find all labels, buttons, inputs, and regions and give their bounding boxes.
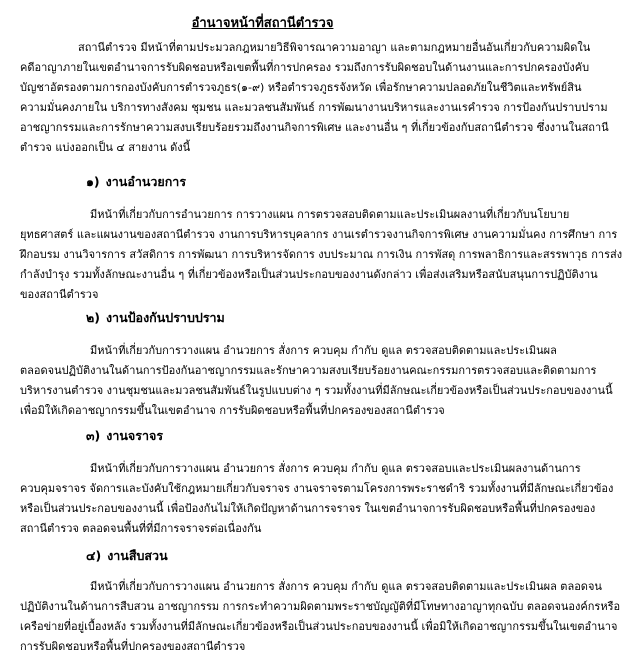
section-line: เครือข่ายที่อยู่เบื้องหลัง รวมทั้งงานที่มีลักษณะเกี่ยวข้องหรือเป็นส่วนประกอบของงานนี้ เพื่อมิให้เกิดอาชญากรรมขึ้นในเขตอำนาจ [20,620,618,633]
section-line: กำลังบำรุง รวมทั้งลักษณะงานอื่น ๆ ที่เกี่ยวข้องหรือเป็นส่วนประกอบของงานดังกล่าว เพื่อส่งเสริมหรือสนับสนุนการปฏิบัติงาน [20,268,598,281]
section-line: มีหน้าที่เกี่ยวกับการวางแผน อำนวยการ สั่งการ ควบคุม กำกับ ดูแล ตรวจสอบและประเมินผลงานด้านการ [90,462,581,475]
section-heading [86,546,168,566]
section-heading [86,426,163,446]
section-heading [86,172,186,192]
section-line: ปฏิบัติงานในด้านการสืบสวน อาชญากรรม การกระทำความผิดตามพระราชบัญญัติที่มีโทษทางอาญาทุกฉบับ ตลอดจนองค์กรหรือ [20,600,621,613]
intro-line: คดีอาญาภายในเขตอำนาจการรับผิดชอบหรือเขตพื้นที่การปกครอง รวมถึงการรับผิดชอบในด้านงานและการปกครองบังคับ [20,61,590,74]
section-heading [86,308,225,328]
intro-line: สถานีตำรวจ มีหน้าที่ตามประมวลกฎหมายวิธีพิจารณาความอาญา และตามกฎหมายอื่นอันเกี่ยวกับความผิดใน [78,41,591,54]
section-line: บริหารงานตำรวจ งานชุมชนและมวลชนสัมพันธ์ในรูปแบบต่าง ๆ รวมทั้งงานที่มีลักษณะเกี่ยวข้องหรือเป็นส่วนประกอบของงานนี้ [20,384,613,397]
section-number: ๒) [86,310,100,325]
section-title: งานจราจร [106,428,164,443]
section-paragraph [20,341,613,421]
section-line: เพื่อมิให้เกิดอาชญากรรมขึ้นในเขตอำนาจ การรับผิดชอบหรือพื้นที่ปกครองของสถานีตำรวจ [20,404,445,417]
section-title: งานป้องกันปราบปราม [105,310,225,325]
intro-line: อาชญากรรมและการรักษาความสงบเรียบร้อยรวมถึงงานกิจการพิเศษ และงานอื่น ๆ ที่เกี่ยวข้องกับสถานีตำรวจ ซึ่งงานในสถานี [20,121,609,134]
section-number: ๔) [86,548,102,563]
section-line: ควบคุมจราจร จัดการและบังคับใช้กฎหมายเกี่ยวกับจราจร งานจราจรตามโครงการพระราชดำริ รวมทั้งงานที่มีลักษณะเกี่ยวข้อง [20,482,614,495]
section-line: มีหน้าที่เกี่ยวกับการวางแผน อำนวยการ สั่งการ ควบคุม กำกับ ดูแล ตรวจสอบติดตามและประเมินผล [90,344,557,357]
intro-paragraph [20,38,609,158]
section-line: ฝึกอบรม งานวิจารการ สวัสดิการ การพัฒนา การบริหารจัดการ งบประมาณ การเงิน การพัสดุ การพลาธิการและสรรพาวุธ การส่ง [20,248,622,261]
section-line: หรือเป็นส่วนประกอบของงานนี้ เพื่อป้องกันไม่ให้เกิดปัญหาด้านการจราจร ในเขตอำนาจการรับผิดชอบหรือพื้นที่ปกครองของ [20,502,596,515]
intro-line: ความมั่นคงภายใน บริการทางสังคม ชุมชน และมวลชนสัมพันธ์ การพัฒนางานบริหารและงานเรคำรวจ การป้องกันปราบปราม [20,101,608,114]
section-paragraph [20,459,614,539]
section-title: งานอำนวยการ [105,174,187,189]
section-line: สถานีตำรวจ ตลอดจนพื้นที่ที่มีการจราจรต่อเนื่องกัน [20,522,262,535]
section-number: ๑) [86,174,100,189]
section-number: ๓) [86,428,101,443]
intro-line: ตำรวจ แบ่งออกเป็น ๔ สายงาน ดังนี้ [20,141,191,154]
section-paragraph [20,577,621,653]
page-title: อำนาจหน้าที่สถานีตำรวจ [191,16,334,31]
section-line: การรับผิดชอบหรือพื้นที่ปกครองของสถานีตำรวจ [20,640,246,653]
section-line: ของสถานีตำรวจ [20,288,99,301]
section-line: มีหน้าที่เกี่ยวกับการวางแผน อำนวยการ สั่งการ ควบคุม กำกับ ดูแล ตรวจสอบติดตามและประเมินผล ตลอดจน [90,580,602,593]
section-paragraph [20,205,622,305]
section-line: มีหน้าที่เกี่ยวกับการอำนวยการ การวางแผน การตรวจสอบติดตามและประเมินผลงานที่เกี่ยวกับนโยบาย [90,208,570,221]
section-title: งานสืบสวน [107,548,168,563]
intro-line: บัญชาอัตรองตามการกองบังคับการตำรวจภูธร(๑-๙) หรือตำรวจภูธรจังหวัด เพื่อรักษาความปลอดภัยในชีวิตและทรัพย์สิน [20,81,582,94]
section-line: ตลอดจนปฏิบัติงานในด้านการป้องกันอาชญากรรมและรักษาความสงบเรียบร้อยงานคณะกรรมการตรวจสอบและติดตามการ [20,364,597,377]
section-line: ยุทธศาสตร์ และแผนงานของสถานีตำรวจ งานการบริหารบุคลากร งานเรตำรวจงานกิจการพิเศษ งานความมั่นคง การศึกษา การ [20,228,618,241]
